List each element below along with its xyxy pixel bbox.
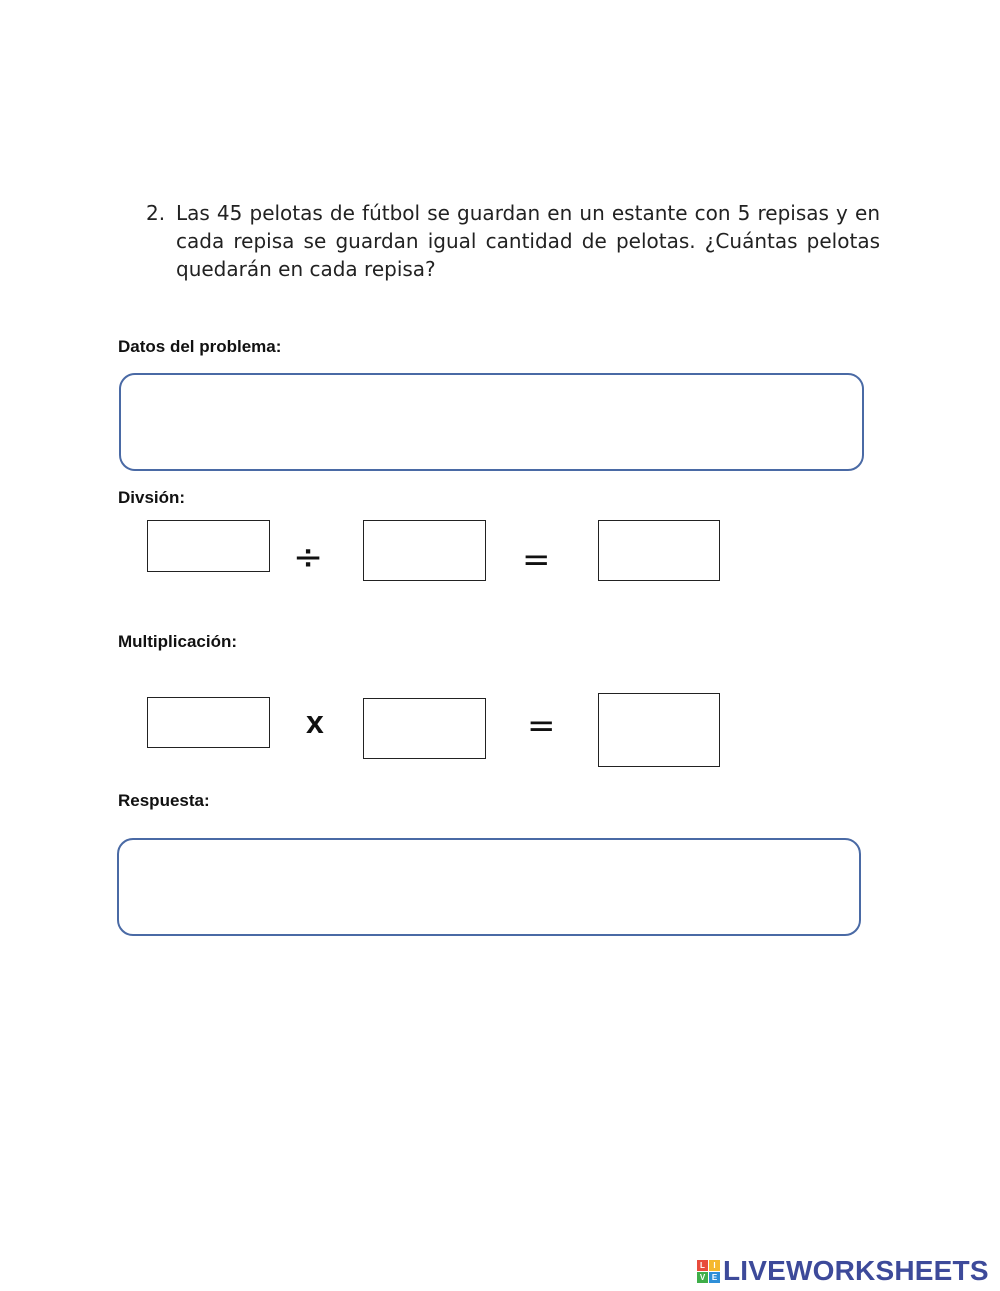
division-label: Divsión: — [118, 488, 186, 507]
respuesta-label: Respuesta: — [118, 791, 210, 810]
multiplicacion-label: Multiplicación: — [118, 632, 237, 651]
division-divisor-input[interactable] — [363, 520, 486, 581]
multiplication-factor1-input[interactable] — [147, 697, 270, 748]
datos-textbox[interactable] — [119, 373, 864, 471]
respuesta-textbox[interactable] — [117, 838, 861, 936]
multiplication-product-input[interactable] — [598, 693, 720, 767]
logo-text: LIVEWORKSHEETS — [723, 1255, 989, 1286]
multiplication-equals-symbol: = — [527, 706, 556, 746]
division-equals-symbol: = — [522, 540, 551, 580]
liveworksheets-logo — [697, 1255, 989, 1287]
logo-tile-e: E — [709, 1272, 720, 1283]
division-quotient-input[interactable] — [598, 520, 720, 581]
question-number: 2. — [146, 201, 166, 225]
datos-label: Datos del problema: — [118, 337, 282, 356]
logo-tile-l: L — [697, 1260, 708, 1271]
question-text: Las 45 pelotas de fútbol se guardan en un estante con 5 repisas y en cada repisa se guardan igual cantidad de pelotas. ¿Cuántas pelotas quedarán en cada repisa? — [176, 201, 880, 281]
question — [146, 199, 880, 283]
division-dividend-input[interactable] — [147, 520, 270, 572]
multiplication-factor2-input[interactable] — [363, 698, 486, 759]
logo-tiles-icon — [697, 1260, 720, 1283]
divide-symbol: ÷ — [293, 537, 324, 578]
logo-tile-v: V — [697, 1272, 708, 1283]
times-symbol: x — [306, 704, 324, 740]
logo-tile-i: I — [709, 1260, 720, 1271]
